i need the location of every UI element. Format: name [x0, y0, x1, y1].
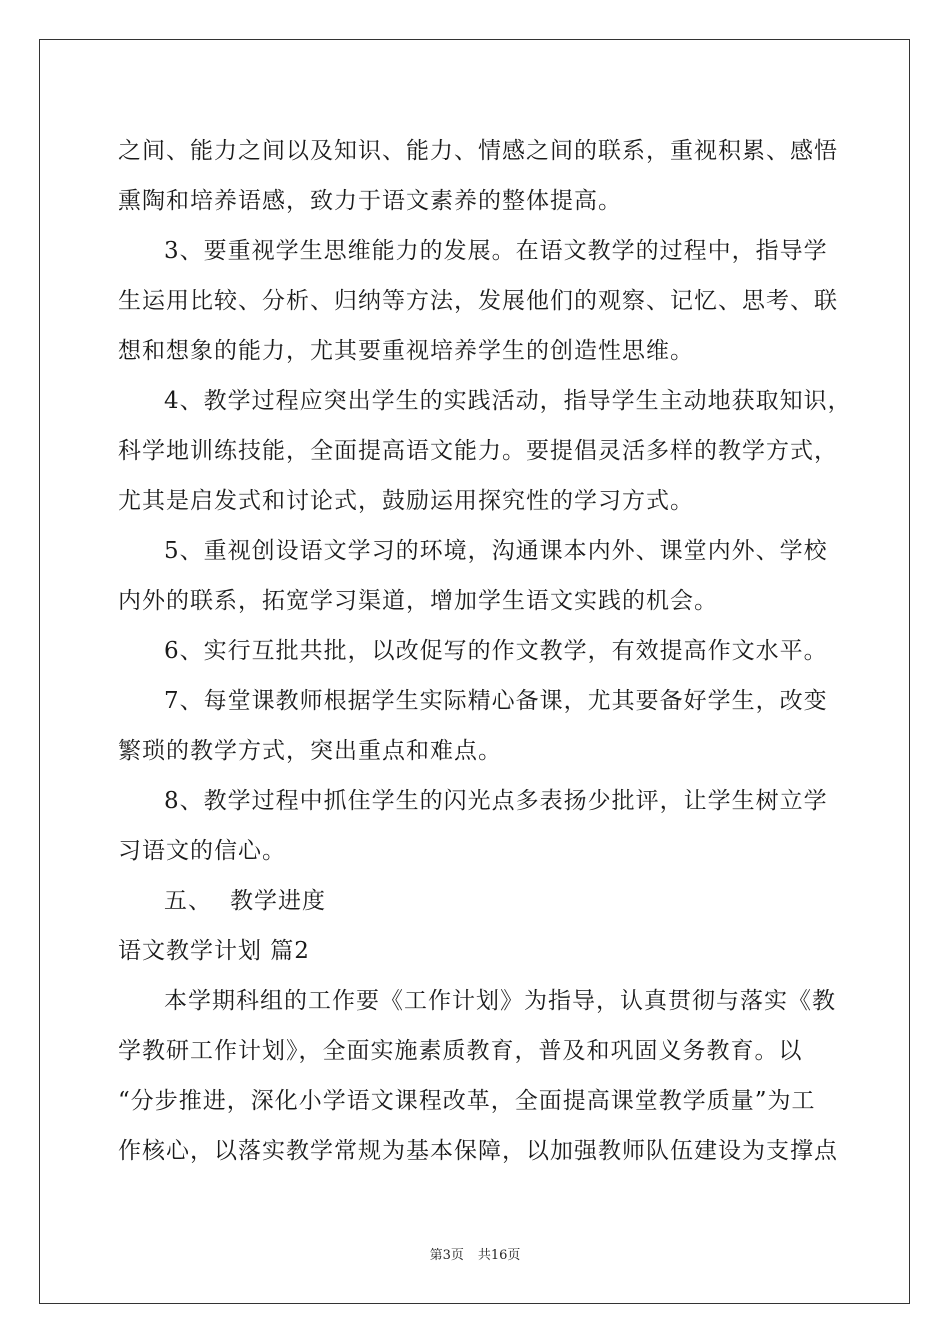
text-line: “分步推进，深化小学语文课程改革，全面提高课堂教学质量”为工: [118, 1088, 816, 1114]
page-footer: [0, 1244, 950, 1263]
section-heading: [118, 876, 838, 926]
paragraph-start: 本学期科组的工作要《工作计划》为指导，认真贯彻与落实《教: [164, 988, 836, 1014]
text-line: 尤其是启发式和讨论式，鼓励运用探究性的学习方式。: [118, 488, 694, 514]
list-item-5: 5、重视创设语文学习的环境，沟通课本内外、课堂内外、学校: [164, 538, 828, 564]
text-line: 科学地训练技能，全面提高语文能力。要提倡灵活多样的教学方式，: [118, 438, 838, 464]
list-item-4: 4、教学过程应突出学生的实践活动，指导学生主动地获取知识，: [164, 388, 852, 414]
list-item-6: 6、实行互批共批，以改促写的作文教学，有效提高作文水平。: [164, 638, 828, 664]
list-item-7: 7、每堂课教师根据学生实际精心备课，尤其要备好学生，改变: [164, 688, 828, 714]
list-item-3: 3、要重视学生思维能力的发展。在语文教学的过程中，指导学: [164, 238, 828, 264]
text-line: 熏陶和培养语感，致力于语文素养的整体提高。: [118, 188, 622, 214]
section-number: 五、: [164, 888, 212, 914]
page-total: 共16页: [477, 1248, 521, 1263]
text-line: 繁琐的教学方式，突出重点和难点。: [118, 738, 502, 764]
document-title: 语文教学计划 篇2: [118, 938, 310, 964]
section-title: 教学进度: [230, 888, 326, 914]
text-line: 习语文的信心。: [118, 838, 286, 864]
text-line: 内外的联系，拓宽学习渠道，增加学生语文实践的机会。: [118, 588, 718, 614]
text-line: 想和想象的能力，尤其要重视培养学生的创造性思维。: [118, 338, 694, 364]
list-item-8: 8、教学过程中抓住学生的闪光点多表扬少批评，让学生树立学: [164, 788, 828, 814]
text-line: 之间、能力之间以及知识、能力、情感之间的联系，重视积累、感悟: [118, 138, 838, 164]
text-line: 学教研工作计划》，全面实施素质教育，普及和巩固义务教育。以: [118, 1038, 803, 1064]
document-body: [118, 126, 852, 1176]
text-line: 作核心，以落实教学常规为基本保障，以加强教师队伍建设为支撑点: [118, 1138, 838, 1164]
text-line: 生运用比较、分析、归纳等方法，发展他们的观察、记忆、思考、联: [118, 288, 838, 314]
page-number: 第3页: [429, 1248, 464, 1263]
